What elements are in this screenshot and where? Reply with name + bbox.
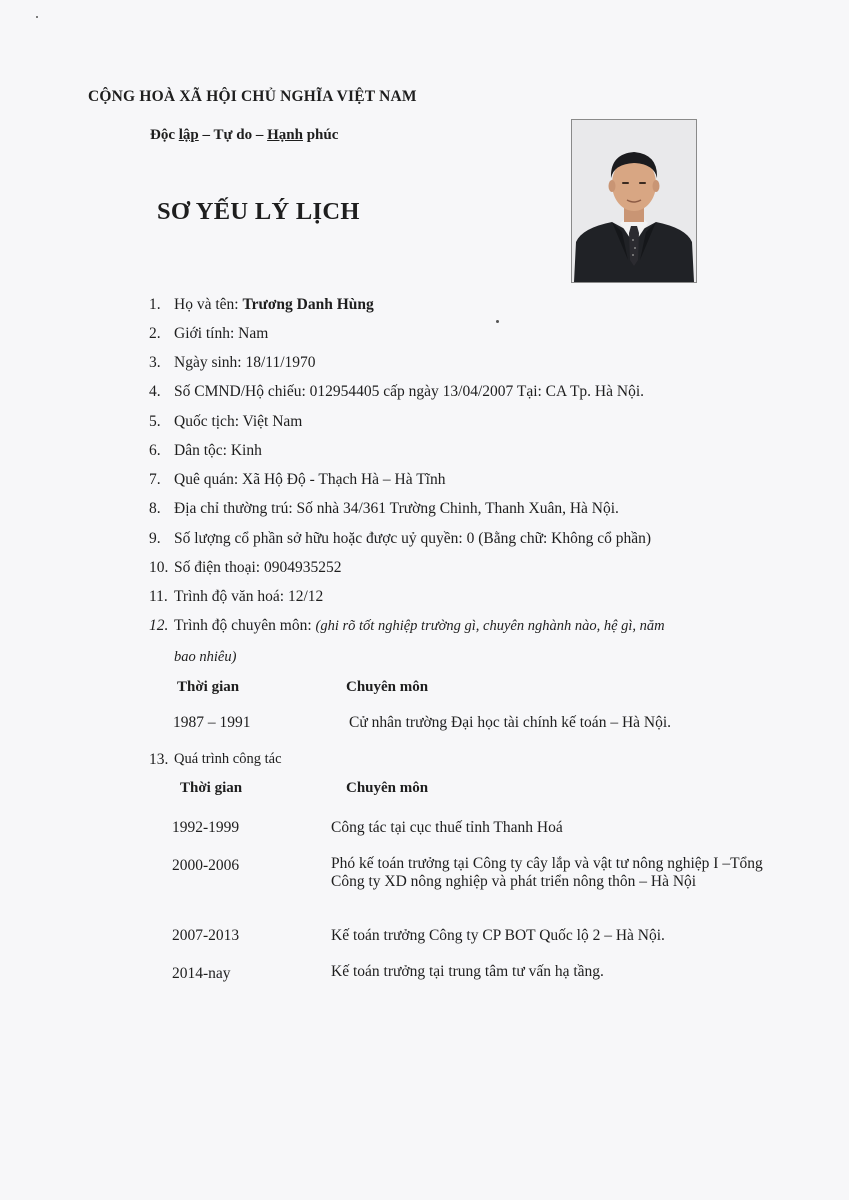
work-row-time: 2014-nay [172, 965, 231, 982]
item-number: 4. [149, 383, 161, 400]
list-item-gender [149, 325, 269, 343]
item-number: 10. [149, 559, 169, 576]
item-number: 13. [149, 751, 169, 768]
document-title: SƠ YẾU LÝ LỊCH [157, 198, 360, 225]
item-text: Số lượng cổ phần sở hữu hoặc được uỷ quyền: 0 (Bằng chữ: Không cổ phần) [174, 530, 652, 547]
item-text: Giới tính: Nam [174, 325, 269, 342]
portrait-photo [571, 119, 697, 283]
scan-speck [496, 320, 499, 323]
work-header-time: Thời gian [180, 780, 243, 796]
list-item-hometown [149, 471, 446, 489]
item-number: 3. [149, 354, 161, 371]
work-row-desc: Kế toán trưởng Công ty CP BOT Quốc lộ 2 – Hà Nội. [331, 927, 665, 944]
item-text: Số CMND/Hộ chiếu: 012954405 cấp ngày 13/04/2007 Tại: CA Tp. Hà Nội. [174, 383, 644, 400]
list-item-id-card [149, 383, 644, 401]
portrait-image [572, 120, 696, 282]
qualification-note: (ghi rõ tốt nghiệp trường gì, chuyên nghành nào, hệ gì, năm [315, 618, 665, 634]
list-item-phone [149, 559, 342, 577]
list-item-work-history [149, 751, 282, 769]
item-number: 9. [149, 530, 161, 547]
list-item-name [149, 296, 374, 314]
item-text: Dân tộc: Kinh [174, 442, 262, 459]
item-number: 2. [149, 325, 161, 342]
education-header-major: Chuyên môn [346, 679, 429, 695]
item-text: Trình độ văn hoá: 12/12 [174, 588, 324, 605]
item-number: 8. [149, 500, 161, 517]
person-name: Trương Danh Hùng [242, 296, 374, 313]
list-item-education-level [149, 588, 324, 606]
item-number: 6. [149, 442, 161, 459]
list-item-shares [149, 530, 652, 548]
education-row-time: 1987 – 1991 [173, 714, 251, 731]
item-number: 1. [149, 296, 161, 313]
item-number: 11. [149, 588, 168, 605]
item-label: Trình độ chuyên môn: [174, 617, 316, 634]
list-item-address [149, 500, 619, 518]
education-header-time: Thời gian [177, 679, 240, 695]
item-text: Quê quán: Xã Hộ Độ - Thạch Hà – Hà Tĩnh [174, 471, 446, 488]
item-label: Quá trình công tác [174, 751, 282, 767]
item-text: Ngày sinh: 18/11/1970 [174, 354, 316, 371]
list-item-ethnicity [149, 442, 262, 460]
list-item-nationality [149, 413, 303, 431]
item-number: 12. [149, 617, 169, 634]
work-row-time: 1992-1999 [172, 819, 240, 836]
item-number: 7. [149, 471, 161, 488]
work-row-desc: Kế toán trưởng tại trung tâm tư vấn hạ tầng. [331, 963, 604, 980]
motto-line: Độc lập – Tự do – Hạnh phúc [150, 127, 339, 143]
work-row-time: 2000-2006 [172, 857, 240, 874]
education-row-major: Cử nhân trường Đại học tài chính kế toán – Hà Nội. [349, 714, 672, 731]
item-number: 5. [149, 413, 161, 430]
qualification-note-cont: bao nhiêu) [174, 649, 237, 665]
work-header-major: Chuyên môn [346, 780, 429, 796]
work-row-time: 2007-2013 [172, 927, 240, 944]
item-text: Địa chỉ thường trú: Số nhà 34/361 Trường Chinh, Thanh Xuân, Hà Nội. [174, 500, 619, 517]
item-label: Họ và tên: [174, 296, 243, 313]
work-row-desc: Phó kế toán trưởng tại Công ty cây lắp và vật tư nông nghiệp I –Tổng Công ty XD nông nghiệp và phát triển nông thôn – Hà Nội [331, 855, 763, 890]
list-item-birthdate [149, 354, 316, 372]
item-text: Quốc tịch: Việt Nam [174, 413, 303, 430]
list-item-qualification [149, 617, 665, 635]
item-text: Số điện thoại: 0904935252 [174, 559, 342, 576]
scan-speck [36, 16, 38, 18]
nation-heading: CỘNG HOÀ XÃ HỘI CHỦ NGHĨA VIỆT NAM [88, 88, 417, 105]
work-row-desc: Công tác tại cục thuế tỉnh Thanh Hoá [331, 819, 563, 836]
